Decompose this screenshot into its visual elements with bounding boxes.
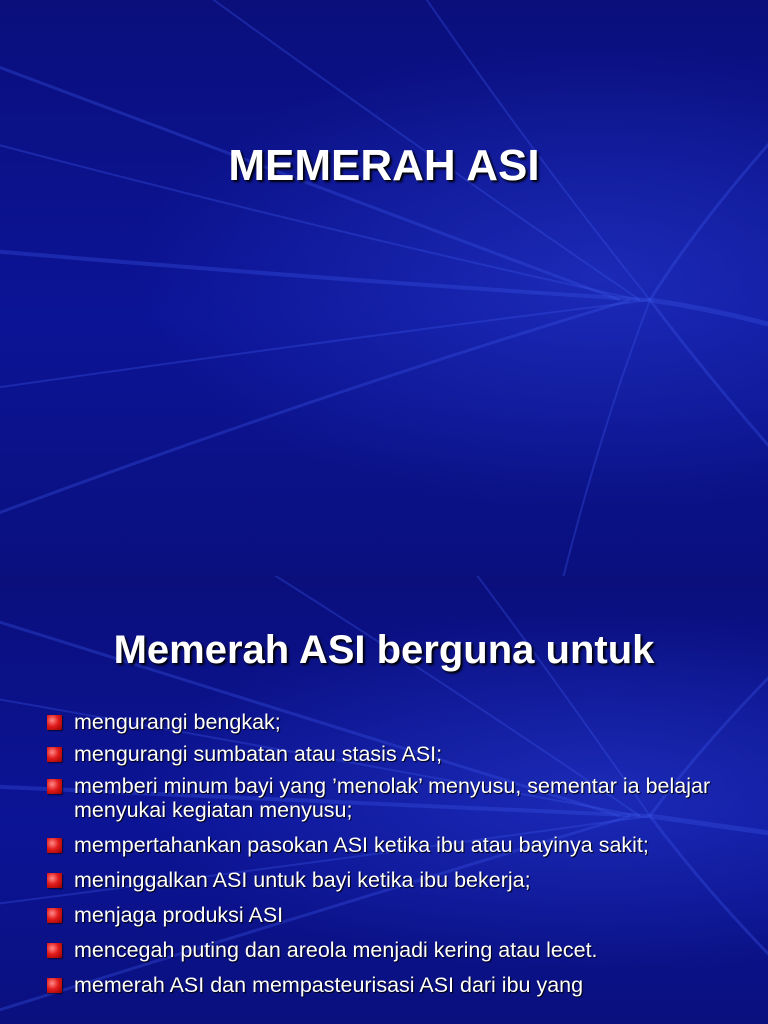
list-item — [44, 868, 744, 892]
slide-1-title: MEMERAH ASI — [228, 141, 540, 190]
list-item-text: memerah ASI dan mempasteurisasi ASI dari ibu yang — [74, 973, 584, 997]
bullet-square-icon — [47, 978, 62, 993]
list-item-text: mengurangi sumbatan atau stasis ASI; — [74, 742, 443, 766]
bullet-square-icon — [47, 908, 62, 923]
slide-content-page — [0, 576, 768, 1024]
list-item-text: menjaga produksi ASI — [74, 903, 284, 927]
list-item-text: meninggalkan ASI untuk bayi ketika ibu bekerja; — [74, 868, 531, 892]
bullet-square-icon — [47, 715, 62, 730]
list-item — [44, 774, 744, 822]
list-item-text: memberi minum bayi yang ’menolak’ menyusu, sementar ia belajar menyukai kegiatan menyusu; — [74, 774, 711, 822]
list-item — [44, 833, 744, 857]
list-item — [44, 973, 744, 997]
bullet-square-icon — [47, 747, 62, 762]
slide-2-title: Memerah ASI berguna untuk — [113, 628, 655, 672]
bullet-square-icon — [47, 943, 62, 958]
bullet-square-icon — [47, 873, 62, 888]
list-item-text: mencegah puting dan areola menjadi kering atau lecet. — [74, 938, 598, 962]
list-item — [44, 710, 744, 734]
list-item-text: mengurangi bengkak; — [74, 710, 281, 734]
bullet-list — [44, 710, 744, 1008]
bullet-square-icon — [47, 779, 62, 794]
list-item-text: mempertahankan pasokan ASI ketika ibu atau bayinya sakit; — [74, 833, 649, 857]
bullet-square-icon — [47, 838, 62, 853]
list-item — [44, 742, 744, 766]
list-item — [44, 903, 744, 927]
list-item — [44, 938, 744, 962]
